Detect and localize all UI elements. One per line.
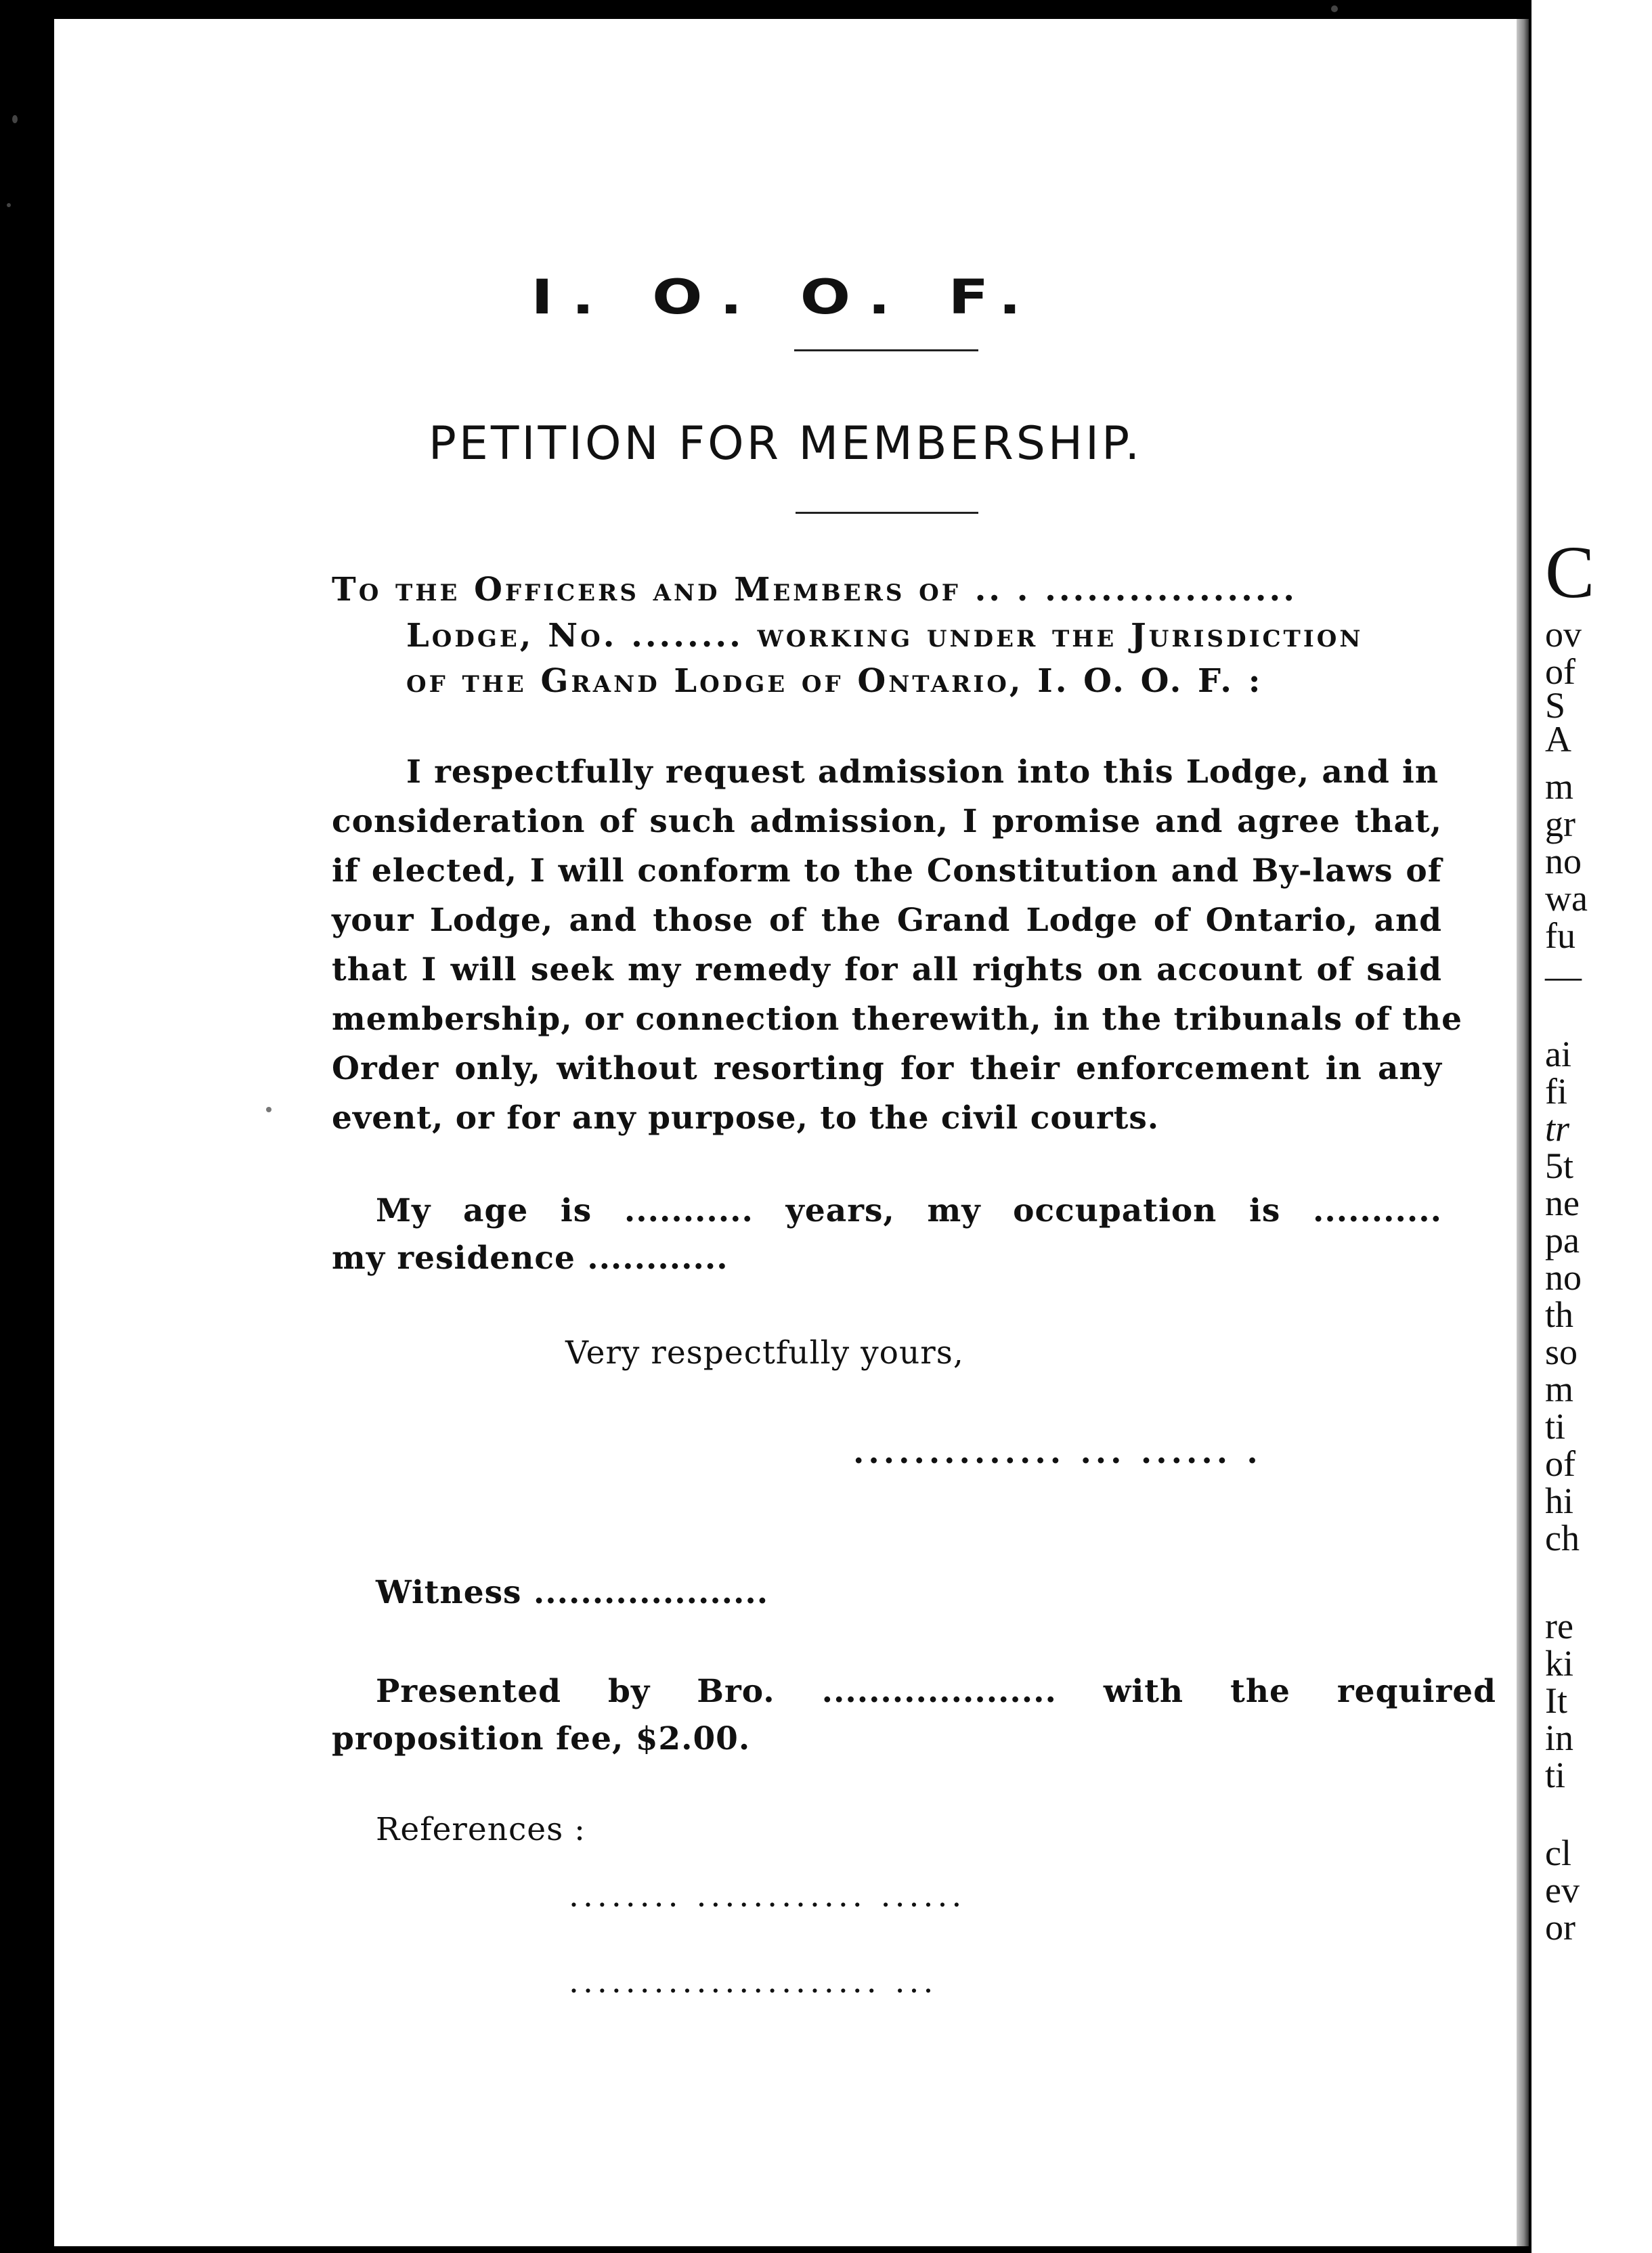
adjacent-page-text: or	[1545, 1907, 1575, 1948]
adjacent-page-text: in	[1545, 1718, 1574, 1758]
witness-line: Witness ....................	[376, 1574, 769, 1611]
adjacent-page-text: no	[1545, 1257, 1582, 1298]
adjacent-page-text: —	[1545, 956, 1582, 997]
age-occupation-line: My age is ........... years, my occupation is ...........	[376, 1192, 1442, 1229]
adjacent-page-text: ti	[1545, 1406, 1566, 1447]
adjacent-page-fragment	[1531, 0, 1652, 2253]
paragraph-line-6: membership, or connection therewith, in the tribunals of the	[332, 1001, 1463, 1038]
adjacent-page-text: fu	[1545, 915, 1575, 956]
adjacent-page-text: m	[1545, 766, 1574, 807]
paragraph-line-4: your Lodge, and those of the Grand Lodge of Ontario, and	[332, 902, 1442, 939]
adjacent-page-text: re	[1545, 1606, 1573, 1646]
address-line-1: To the Officers and Members of .. . ..................	[332, 571, 1297, 609]
address-line-3: of the Grand Lodge of Ontario, I. O. O. F. :	[406, 662, 1263, 700]
adjacent-page-text: ki	[1545, 1643, 1574, 1684]
adjacent-page-text: fi	[1545, 1071, 1567, 1112]
paragraph-line-3: if elected, I will conform to the Constitution and By-laws of	[332, 852, 1442, 890]
adjacent-page-text: C	[1545, 531, 1595, 613]
paragraph-line-7: Order only, without resorting for their enforcement in any	[332, 1050, 1442, 1087]
references-label: References :	[376, 1811, 586, 1848]
address-line-2: Lodge, No. ........ working under the Jurisdiction	[406, 617, 1364, 655]
adjacent-page-text: ai	[1545, 1034, 1571, 1074]
adjacent-page-text: It	[1545, 1680, 1567, 1721]
adjacent-page-text: of	[1545, 651, 1575, 692]
adjacent-page-text: th	[1545, 1294, 1574, 1335]
closing-salutation: Very respectfully yours,	[565, 1334, 964, 1372]
petition-heading: PETITION FOR MEMBERSHIP.	[428, 417, 1143, 471]
adjacent-page-text: wa	[1545, 878, 1588, 919]
adjacent-page-text: gr	[1545, 804, 1575, 844]
presented-by-line: Presented by Bro. .................... with the required	[376, 1673, 1496, 1710]
scan-speck	[7, 203, 11, 207]
adjacent-page-text: ev	[1545, 1870, 1580, 1910]
document-page	[54, 19, 1517, 2246]
org-title: I. O. O. F.	[531, 269, 1040, 325]
paragraph-line-8: event, or for any purpose, to the civil courts.	[332, 1099, 1160, 1137]
scan-speck	[1331, 5, 1338, 12]
residence-line: my residence ............	[332, 1240, 729, 1277]
paragraph-line-5: that I will seek my remedy for all rights on account of said	[332, 951, 1442, 988]
adjacent-page-text: ov	[1545, 614, 1582, 655]
paragraph-line-2: consideration of such admission, I promise and agree that,	[332, 803, 1442, 840]
adjacent-page-text: no	[1545, 841, 1582, 881]
proposition-fee-line: proposition fee, $2.00.	[332, 1720, 751, 1757]
adjacent-page-text: of	[1545, 1443, 1575, 1484]
scan-speck	[12, 115, 18, 123]
heading-rule	[796, 512, 978, 514]
adjacent-page-text: A	[1545, 719, 1571, 760]
signature-line: .............. ... ...... .	[853, 1434, 1262, 1471]
adjacent-page-text: cl	[1545, 1833, 1571, 1873]
adjacent-page-text: pa	[1545, 1220, 1580, 1261]
adjacent-page-text: ch	[1545, 1518, 1580, 1558]
page-edge-shadow	[1517, 19, 1529, 2246]
scan-speck	[266, 1107, 271, 1112]
adjacent-page-text: hi	[1545, 1481, 1574, 1521]
adjacent-page-text: m	[1545, 1369, 1574, 1409]
adjacent-page-text: S	[1545, 685, 1566, 726]
adjacent-page-text: so	[1545, 1332, 1578, 1372]
title-rule	[794, 349, 978, 351]
paragraph-line-1: I respectfully request admission into this Lodge, and in	[406, 753, 1439, 791]
adjacent-page-text: ti	[1545, 1755, 1566, 1795]
adjacent-page-text: 5t	[1545, 1145, 1574, 1186]
adjacent-page-text: ne	[1545, 1183, 1580, 1223]
reference-line-2: ...................... ...	[569, 1963, 938, 2000]
adjacent-page-text: tr	[1545, 1108, 1570, 1149]
reference-line-1: ........ ............ ......	[569, 1877, 966, 1915]
